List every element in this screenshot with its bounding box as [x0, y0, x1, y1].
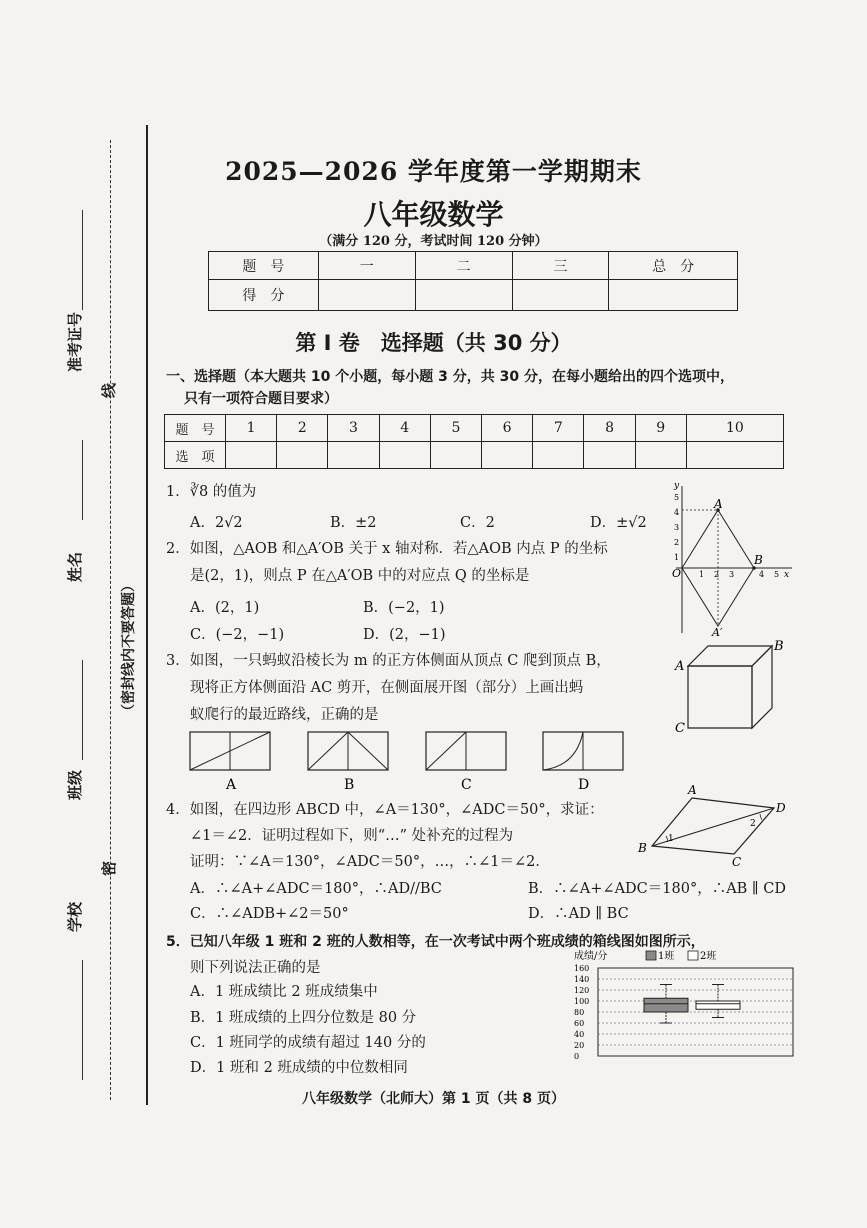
- legend-label-class1: 1班: [658, 951, 675, 962]
- question-5-boxplot: [566, 948, 796, 1060]
- binding-margin-line: [146, 125, 148, 1105]
- choice-d-label: D: [578, 777, 590, 793]
- subject-title: 八年级数学: [363, 198, 504, 231]
- class-blank: [82, 660, 83, 760]
- x-tick: 4: [759, 570, 765, 579]
- question-4-line: 4．如图，在四边形 ABCD 中，∠A＝130°，∠ADC＝50°，求证：: [166, 802, 604, 818]
- cube-vertex-a: A: [675, 659, 685, 674]
- y-tick: 5: [674, 493, 680, 502]
- question-5-option-b: B．1 班成绩的上四分位数是 80 分: [190, 1010, 417, 1026]
- question-1-option-d: D．±√2: [590, 515, 647, 531]
- question-4-option-c: C．∴∠ADB+∠2＝50°: [190, 906, 349, 922]
- score-header-cell: 二: [415, 252, 512, 280]
- legend-label-class2: 2班: [700, 951, 717, 962]
- question-3-line: 现将正方体侧面沿 AC 剪开，在侧面展开图（部分）上画出蚂: [190, 680, 584, 696]
- school-blank: [82, 960, 83, 1080]
- answer-number: 1: [226, 415, 277, 442]
- y-tick-label: 160: [574, 964, 590, 973]
- answer-number: 4: [379, 415, 430, 442]
- question-4-option-b: B．∴∠A+∠ADC＝180°，∴AB ∥ CD: [528, 881, 786, 897]
- question-1-option-c: C．2: [460, 515, 495, 531]
- answer-number: 3: [328, 415, 379, 442]
- score-cell[interactable]: [512, 280, 609, 311]
- question-4-figure: [634, 780, 794, 870]
- answer-cell[interactable]: [635, 442, 686, 469]
- answer-cell[interactable]: [533, 442, 584, 469]
- question-2-option-d: D．(2，−1): [363, 627, 446, 643]
- answer-table: [164, 414, 784, 469]
- answer-number: 6: [482, 415, 533, 442]
- x-tick: 2: [714, 570, 720, 579]
- question-3-line: 3．如图，一只蚂蚁沿棱长为 m 的正方体侧面从顶点 C 爬到顶点 B，: [166, 653, 611, 669]
- question-4-option-a: A．∴∠A+∠ADC＝180°，∴AD//BC: [190, 881, 442, 897]
- page-footer: 八年级数学（北师大）第 1 页（共 8 页）: [302, 1091, 565, 1107]
- point-a-label: A: [714, 497, 723, 511]
- name-blank: [82, 440, 83, 520]
- origin-label: O: [672, 567, 682, 580]
- score-cell[interactable]: [609, 280, 738, 311]
- question-1-option-b: B．±2: [330, 515, 377, 531]
- cube-vertex-c: C: [675, 721, 685, 736]
- y-tick: 2: [674, 538, 680, 547]
- section-title: 第 Ⅰ 卷 选择题（共 30 分）: [295, 331, 572, 355]
- angle-2-label: 2: [750, 819, 756, 829]
- section-instruction: 只有一项符合题目要求）: [184, 391, 338, 407]
- y-axis-label: y: [674, 481, 680, 491]
- question-3-choice-figures: [188, 730, 628, 794]
- legend-swatch-class1: [646, 951, 656, 960]
- answer-cell[interactable]: [277, 442, 328, 469]
- score-table: [208, 251, 738, 311]
- y-tick-label: 100: [574, 997, 590, 1006]
- y-tick-label: 80: [574, 1008, 585, 1017]
- question-1-option-a: A．2√2: [190, 515, 243, 531]
- vertex-a-label: A: [688, 783, 697, 797]
- answer-row-label: 选 项: [165, 442, 226, 469]
- answer-cell[interactable]: [686, 442, 783, 469]
- y-tick-label: 60: [574, 1019, 585, 1028]
- question-2-line: 2．如图，△AOB 和△A′OB 关于 x 轴对称．若△AOB 内点 P 的坐标: [166, 541, 608, 557]
- vertex-c-label: C: [732, 855, 742, 869]
- choice-b-figure: [308, 732, 388, 770]
- seal-dashed-line: [110, 140, 111, 1100]
- question-2-figure: [668, 478, 798, 638]
- question-4-line: ∠1＝∠2．证明过程如下，则“…” 处补充的过程为: [190, 828, 514, 844]
- legend-swatch-class2: [688, 951, 698, 960]
- score-row-label: 得 分: [209, 280, 319, 311]
- answer-cell[interactable]: [226, 442, 277, 469]
- choice-c-label: C: [461, 777, 472, 793]
- question-4-option-d: D．∴AD ∥ BC: [528, 906, 629, 922]
- name-label: 姓名: [66, 551, 84, 582]
- point-b-label: B: [754, 553, 763, 567]
- exam-title: 2025—2026 学年度第一学期期末: [225, 157, 642, 186]
- answer-cell[interactable]: [328, 442, 379, 469]
- seal-mi-char: 密: [100, 860, 118, 876]
- choice-c-figure: [426, 732, 506, 770]
- score-header-cell: 总 分: [609, 252, 738, 280]
- school-label: 学校: [66, 901, 84, 932]
- question-2-option-b: B．(−2，1): [363, 600, 445, 616]
- choice-b-label: B: [344, 777, 355, 793]
- score-header-cell: 三: [512, 252, 609, 280]
- class-label: 班级: [66, 769, 84, 800]
- question-3-cube-figure: [670, 636, 794, 736]
- score-cell[interactable]: [415, 280, 512, 311]
- y-tick-label: 0: [574, 1052, 580, 1060]
- y-tick-label: 20: [574, 1041, 585, 1050]
- point-a-prime-label: A′: [712, 626, 723, 638]
- answer-cell[interactable]: [430, 442, 481, 469]
- boxplot-box: [644, 998, 688, 1012]
- x-tick: 1: [699, 570, 705, 579]
- chart-ylabel: 成绩/分: [574, 951, 608, 962]
- y-tick: 1: [674, 553, 680, 562]
- question-5-line: 5．已知八年级 1 班和 2 班的人数相等，在一次考试中两个班成绩的箱线图如图所示，: [166, 934, 705, 950]
- x-axis-label: x: [784, 570, 790, 580]
- score-cell[interactable]: [318, 280, 415, 311]
- choice-a-label: A: [226, 777, 237, 793]
- angle-1-label: 1: [668, 834, 674, 844]
- score-header-cell: 一: [318, 252, 415, 280]
- vertex-d-label: D: [776, 801, 786, 815]
- score-header-cell: 题 号: [209, 252, 319, 280]
- seal-note: （密封线内不要答题）: [121, 578, 137, 718]
- y-tick-label: 140: [574, 975, 590, 984]
- answer-number: 8: [584, 415, 635, 442]
- answer-cell[interactable]: [379, 442, 430, 469]
- question-2-line: 是(2，1)，则点 P 在△A′OB 中的对应点 Q 的坐标是: [190, 568, 530, 584]
- answer-number: 5: [430, 415, 481, 442]
- y-tick: 4: [674, 508, 680, 517]
- question-5-option-c: C．1 班同学的成绩有超过 140 分的: [190, 1035, 426, 1051]
- question-5-option-d: D．1 班和 2 班成绩的中位数相同: [190, 1060, 408, 1076]
- choice-a-figure: [190, 732, 270, 770]
- y-tick: 3: [674, 523, 680, 532]
- question-2-option-a: A．(2，1): [190, 600, 260, 616]
- question-4-line: 证明：∵∠A＝130°，∠ADC＝50°，…，∴∠1＝∠2．: [190, 854, 550, 870]
- exam-number-label: 准考证号: [66, 311, 84, 372]
- answer-row-label: 题 号: [165, 415, 226, 442]
- cube-vertex-b: B: [774, 639, 784, 654]
- question-5-line: 则下列说法正确的是: [190, 960, 321, 976]
- answer-number: 2: [277, 415, 328, 442]
- answer-cell[interactable]: [482, 442, 533, 469]
- x-tick: 5: [774, 570, 780, 579]
- question-1-stem: 1．∛8 的值为: [166, 484, 257, 500]
- x-tick: 3: [729, 570, 735, 579]
- question-2-option-c: C．(−2，−1): [190, 627, 285, 643]
- boxplot-box: [696, 1001, 740, 1009]
- answer-number: 10: [686, 415, 783, 442]
- answer-number: 9: [635, 415, 686, 442]
- question-3-line: 蚁爬行的最近路线，正确的是: [190, 707, 379, 723]
- choice-d-figure: [543, 732, 623, 770]
- question-5-option-a: A．1 班成绩比 2 班成绩集中: [190, 984, 378, 1000]
- answer-number: 7: [533, 415, 584, 442]
- exam-subtitle: （满分 120 分，考试时间 120 分钟）: [319, 234, 548, 249]
- answer-cell[interactable]: [584, 442, 635, 469]
- section-instruction: 一、选择题（本大题共 10 个小题，每小题 3 分，共 30 分，在每小题给出的四个选项中，: [166, 369, 734, 385]
- y-tick-label: 40: [574, 1030, 585, 1039]
- y-tick-label: 120: [574, 986, 590, 995]
- vertex-b-label: B: [638, 841, 647, 855]
- seal-line-char: 线: [100, 382, 118, 398]
